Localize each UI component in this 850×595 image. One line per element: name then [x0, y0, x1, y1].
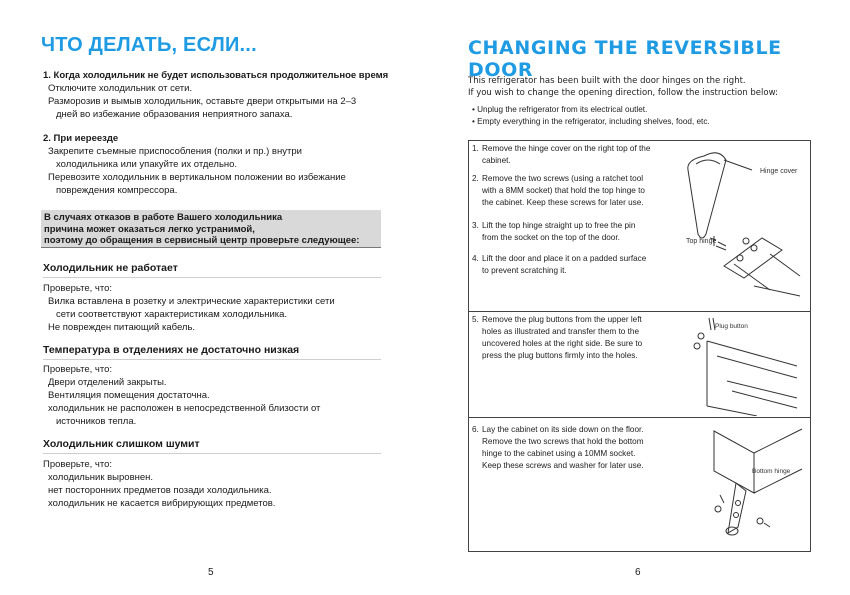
intro-line: This refrigerator has been built with the door hinges on the right.	[468, 76, 746, 86]
issue-line: Вентиляция помещения достаточна.	[48, 390, 210, 401]
plug-button-label: Plug button	[715, 323, 748, 330]
section-divider	[469, 417, 810, 418]
hinge-cover-shape	[688, 153, 726, 238]
step-item	[472, 314, 667, 362]
warning-line: причина может оказаться легко устранимой,	[44, 223, 255, 235]
issue-line: источников тепла.	[56, 416, 137, 427]
warning-line: поэтому до обращения в сервисный центр проверьте следующее:	[44, 235, 360, 246]
plug-button-illustration	[687, 316, 807, 416]
page-title-ru: ЧТО ДЕЛАТЬ, ЕСЛИ...	[41, 34, 257, 56]
section2-line: холодильника или упакуйте их отдельно.	[56, 159, 238, 170]
step-line: the cabinet. Keep these screws for later use.	[482, 198, 644, 207]
issue-line: Двери отделений закрыты.	[48, 377, 167, 388]
top-hinge-plate	[724, 238, 782, 278]
issue-check-label: Проверьте, что:	[43, 283, 113, 294]
prep-bullet: • Empty everything in the refrigerator, including shelves, food, etc.	[472, 117, 710, 126]
issue-line: холодильник не расположен в непосредственной близости от	[48, 403, 321, 414]
hinge-cover-label: Hinge cover	[760, 168, 798, 175]
step-line: Lay the cabinet on its side down on the floor.	[482, 425, 644, 434]
step-line: Keep these screws and washer for later use.	[482, 461, 644, 470]
step-item	[472, 143, 667, 167]
bottom-hinge-label: Bottom hinge	[752, 468, 791, 475]
section1-line: Отключите холодильник от сети.	[48, 83, 193, 94]
step-item	[472, 424, 667, 472]
issue-check-label: Проверьте, что:	[43, 364, 113, 375]
step-line: with a 8MM socket) that hold the top hinge to	[482, 186, 645, 195]
step-line: to prevent scratching it.	[482, 266, 567, 275]
bottom-hinge-illustration	[694, 423, 806, 543]
warning-line: В случаях отказов в работе Вашего холодильника	[44, 212, 283, 223]
step-item	[472, 173, 667, 209]
step-number: 3.	[472, 221, 479, 230]
section1-heading: 1. Когда холодильник не будет использоваться продолжительное время	[43, 70, 389, 81]
step-item	[472, 253, 667, 277]
intro-line: If you wish to change the opening direction, follow the instruction below:	[468, 88, 778, 98]
step-line: holes as illustrated and transfer them to the	[482, 327, 640, 336]
section2-line: повреждения компрессора.	[56, 185, 178, 196]
step-line: Lift the top hinge straight up to free the pin	[482, 221, 636, 230]
step-line: from the socket on the top of the door.	[482, 233, 620, 242]
top-hinge-illustration	[674, 146, 804, 306]
prep-bullet: • Unplug the refrigerator from its electrical outlet.	[472, 105, 648, 114]
issue-line: холодильник не касается вибрирующих предметов.	[48, 498, 276, 509]
step-line: Lift the door and place it on a padded surface	[482, 254, 647, 263]
page-title-en: CHANGING THE REVERSIBLE DOOR	[468, 37, 782, 81]
step-line: press the plug buttons firmly into the holes.	[482, 351, 638, 360]
issue-check-label: Проверьте, что:	[43, 459, 113, 470]
issue-line: сети соответствуют характеристикам холодильника.	[56, 309, 288, 320]
step-number: 6.	[472, 425, 479, 434]
section2-heading: 2. При иереезде	[43, 133, 119, 144]
step-line: Remove the plug buttons from the upper left	[482, 315, 642, 324]
issue-line: холодильник выровнен.	[48, 472, 154, 483]
step-item	[472, 220, 667, 244]
step-line: cabinet.	[482, 156, 511, 165]
section-divider	[469, 311, 810, 312]
issue-line: нет посторонних предметов позади холодильника.	[48, 485, 272, 496]
section1-line: Разморозив и вымыв холодильник, оставьте двери открытыми на 2–3	[48, 96, 357, 107]
section1-line: дней во избежание образования неприятного запаха.	[56, 109, 293, 120]
bottom-hinge-plate	[728, 483, 746, 533]
issue-line: Вилка вставлена в розетку и электрические характеристики сети	[48, 296, 335, 307]
service-warning-box	[41, 210, 381, 248]
page-number: 5	[208, 567, 214, 578]
steps-box	[468, 140, 811, 552]
step-number: 2.	[472, 174, 479, 183]
issue-line: Не поврежден питающий кабель.	[48, 322, 196, 333]
right-page	[425, 0, 850, 595]
step-line: uncovered holes at the right side. Be sure to	[482, 339, 643, 348]
section2-line: Закрепите съемные приспособления (полки и пр.) внутри	[48, 146, 302, 157]
issue-heading: Температура в отделениях не достаточно низкая	[43, 344, 381, 360]
step-line: Remove the two screws that hold the bottom	[482, 437, 644, 446]
step-number: 5.	[472, 315, 479, 324]
step-line: hinge to the cabinet using a 10MM socket.	[482, 449, 636, 458]
step-number: 4.	[472, 254, 479, 263]
page-number: 6	[635, 567, 641, 578]
step-line: Remove the two screws (using a ratchet tool	[482, 174, 644, 183]
section2-line: Перевозите холодильник в вертикальном положении во избежание	[48, 172, 346, 183]
top-hinge-label: Top hinge	[686, 238, 717, 245]
step-line: Remove the hinge cover on the right top of the	[482, 144, 651, 153]
issue-heading: Холодильник не работает	[43, 262, 381, 278]
step-number: 1.	[472, 144, 479, 153]
issue-heading: Холодильник слишком шумит	[43, 438, 381, 454]
